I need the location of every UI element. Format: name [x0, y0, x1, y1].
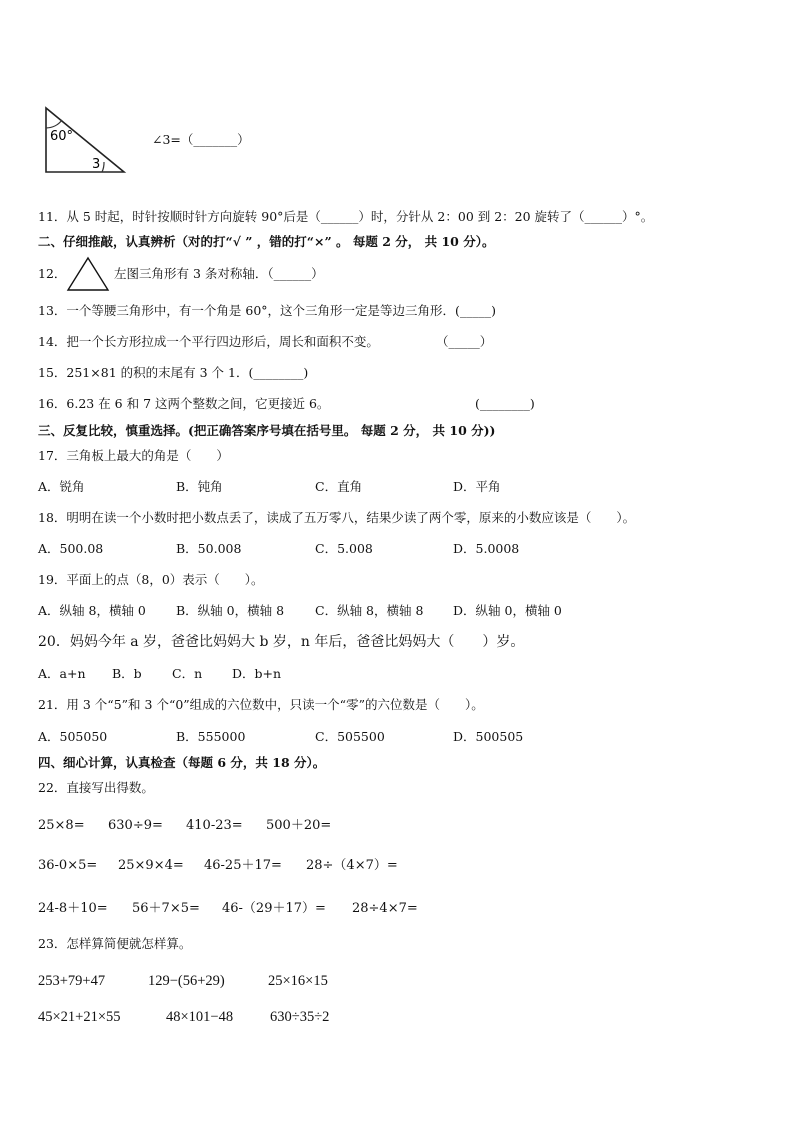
- q17-option-a: A．锐角: [38, 479, 85, 494]
- question-14-blank: （_____）: [436, 334, 493, 349]
- section-3-heading: 三、反复比较，慎重选择。(把正确答案序号填在括号里。 每题 2 分， 共 10 分)): [38, 423, 496, 438]
- q21-option-a: A．505050: [38, 729, 108, 744]
- q17-option-d: D．平角: [453, 479, 501, 494]
- question-11: 11．从 5 时起，时针按顺时针方向旋转 90°后是（______）时，分针从 2：00 到 2：20 旋转了（______）°。: [38, 209, 654, 224]
- q17-option-b: B．钝角: [176, 479, 223, 494]
- q18-option-c: C．5.008: [315, 541, 373, 556]
- section-2-heading: 二、仔细推敲，认真辨析（对的打“√ ” ，错的打“×” 。 每题 2 分， 共 10 分）。: [38, 234, 495, 249]
- question-15: 15．251×81 的积的末尾有 3 个 1．(________): [38, 365, 309, 380]
- q23-expr: 129−(56+29): [148, 973, 225, 989]
- question-21: 21．用 3 个“5”和 3 个“0”组成的六位数中，只读一个“零”的六位数是（ ）。: [38, 697, 484, 712]
- q21-option-c: C．505500: [315, 729, 385, 744]
- q22-expr: 28÷（4×7）=: [306, 858, 398, 873]
- q23-expr: 45×21+21×55: [38, 1009, 121, 1025]
- q22-expr: 46-（29＋17）=: [222, 901, 326, 916]
- question-14: 14．把一个长方形拉成一个平行四边形后，周长和面积不变。: [38, 334, 379, 349]
- angle-3-label: 3: [92, 157, 101, 172]
- q22-expr: 28÷4×7=: [352, 901, 418, 916]
- right-triangle-figure: [38, 100, 138, 178]
- q22-expr: 25×8=: [38, 818, 85, 833]
- q21-option-d: D．500505: [453, 729, 524, 744]
- angle-3-arc: [102, 162, 104, 172]
- question-13: 13．一个等腰三角形中，有一个角是 60°，这个三角形一定是等边三角形．(_____): [38, 303, 497, 318]
- question-19: 19．平面上的点（8，0）表示（ ）。: [38, 572, 264, 587]
- q19-option-a: A．纵轴 8，横轴 0: [38, 603, 146, 618]
- q22-expr: 410-23=: [186, 818, 243, 833]
- q20-option-b: B．b: [112, 666, 142, 681]
- question-16-blank: (________): [475, 396, 535, 411]
- question-12-number: 12．: [38, 266, 67, 281]
- angle-60-label: 60°: [50, 129, 74, 144]
- question-20: 20．妈妈今年 a 岁，爸爸比妈妈大 b 岁，n 年后，爸爸比妈妈大（ ）岁。: [38, 634, 525, 650]
- q21-option-b: B．555000: [176, 729, 246, 744]
- q22-expr: 46-25＋17=: [204, 858, 282, 873]
- q20-option-d: D．b+n: [232, 666, 282, 681]
- q22-expr: 630÷9=: [108, 818, 163, 833]
- q18-option-b: B．50.008: [176, 541, 242, 556]
- angle-60-arc: [46, 120, 62, 128]
- q22-expr: 24-8＋10=: [38, 901, 108, 916]
- q23-expr: 253+79+47: [38, 973, 106, 989]
- q19-option-c: C．纵轴 8，横轴 8: [315, 603, 424, 618]
- q22-expr: 25×9×4=: [118, 858, 184, 873]
- q23-expr: 25×16×15: [268, 973, 328, 989]
- q22-expr: 500＋20=: [266, 818, 332, 833]
- question-16: 16．6.23 在 6 和 7 这两个整数之间，它更接近 6。: [38, 396, 330, 411]
- q17-option-c: C．直角: [315, 479, 363, 494]
- section-4-heading: 四、细心计算，认真检查（每题 6 分，共 18 分）。: [38, 755, 326, 770]
- q22-expr: 56＋7×5=: [132, 901, 200, 916]
- q22-expr: 36-0×5=: [38, 858, 98, 873]
- q19-option-d: D．纵轴 0，横轴 0: [453, 603, 562, 618]
- q20-option-a: A．a+n: [38, 666, 86, 681]
- triangle-icon: [66, 255, 110, 293]
- question-18: 18．明明在读一个小数时把小数点丢了，读成了五万零八，结果少读了两个零，原来的小数应该是（ ）。: [38, 510, 636, 525]
- q23-expr: 630÷35÷2: [270, 1009, 330, 1025]
- question-12-text: 左图三角形有 3 条对称轴．（______）: [114, 266, 324, 281]
- q18-option-a: A．500.08: [38, 541, 104, 556]
- q23-expr: 48×101−48: [166, 1009, 234, 1025]
- q10-blank: ∠3=（_______）: [152, 132, 250, 147]
- question-23: 23．怎样算简便就怎样算。: [38, 936, 192, 951]
- question-22: 22．直接写出得数。: [38, 780, 154, 795]
- q18-option-d: D．5.0008: [453, 541, 520, 556]
- q19-option-b: B．纵轴 0，横轴 8: [176, 603, 285, 618]
- question-17: 17．三角板上最大的角是（ ）: [38, 448, 229, 463]
- q20-option-c: C．n: [172, 666, 203, 681]
